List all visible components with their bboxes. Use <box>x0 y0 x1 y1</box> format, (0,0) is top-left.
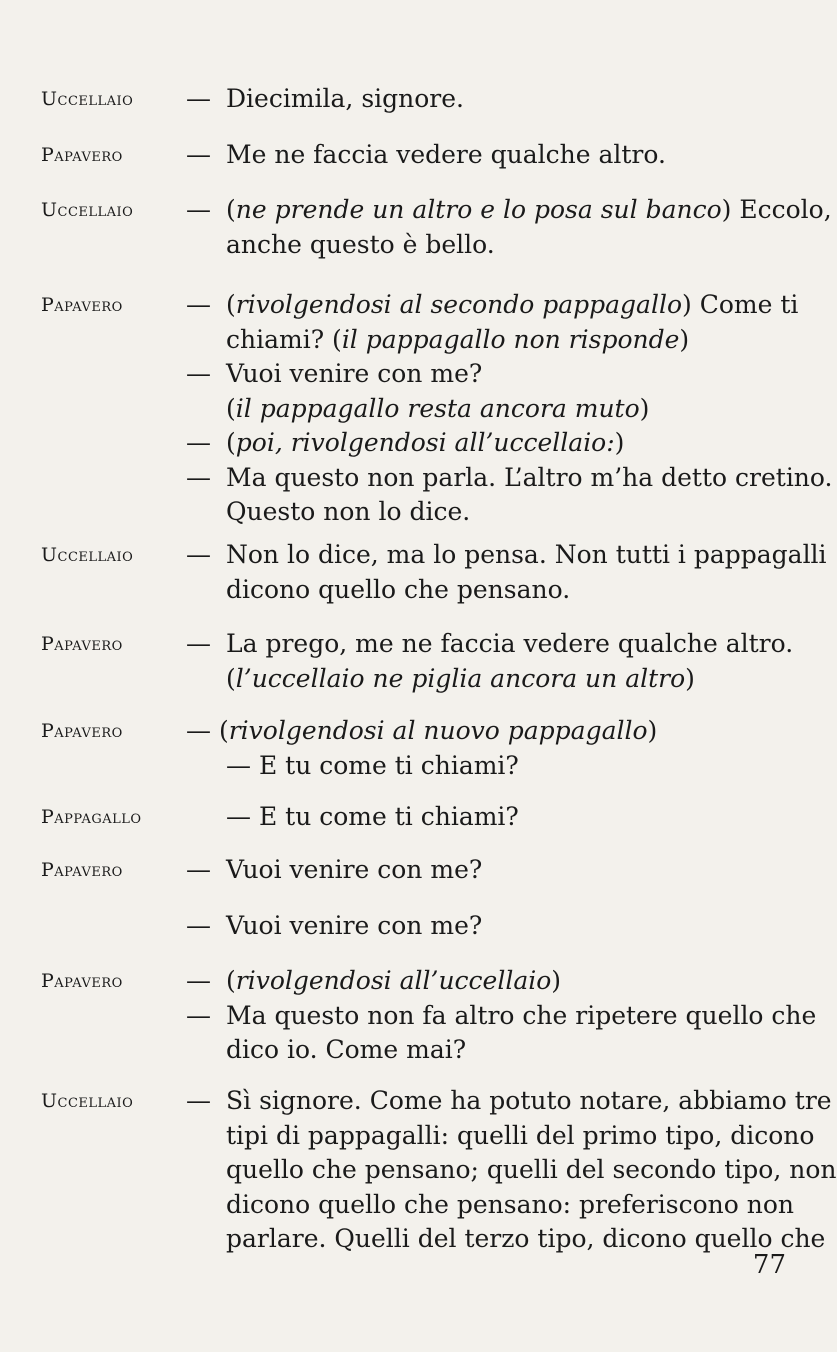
dialogue-line <box>226 1033 466 1067</box>
speaker-name: Uccellaio <box>41 544 134 566</box>
line-text: quello che pensano; quelli del secondo tipo, non <box>226 1155 837 1184</box>
dialogue-dash: — <box>186 540 211 569</box>
dialogue-line <box>226 800 519 834</box>
dialogue-line <box>226 1188 795 1222</box>
dialogue-dash: — <box>186 463 211 492</box>
speaker-name: Papavero <box>41 720 123 742</box>
speaker-name: Papavero <box>41 970 123 992</box>
dialogue-dash: — <box>186 428 211 457</box>
dialogue-line <box>226 662 695 696</box>
line-text: Vuoi venire con me? <box>226 359 483 388</box>
line-text: ) Eccolo, <box>721 195 832 224</box>
dialogue-line <box>226 495 470 529</box>
line-text: Sì signore. Come ha potuto notare, abbiamo tre <box>226 1086 832 1115</box>
dialogue-line <box>226 193 832 227</box>
line-text: chiami? ( <box>226 325 342 354</box>
dialogue-dash: — <box>186 140 211 169</box>
speaker-name: Papavero <box>41 633 123 655</box>
line-text: anche questo è bello. <box>226 230 495 259</box>
line-text: ) <box>679 325 690 354</box>
stage-direction: rivolgendosi all’uccellaio <box>235 966 552 995</box>
line-text: La prego, me ne faccia vedere qualche altro. <box>226 629 794 658</box>
dialogue-dash: — <box>186 84 211 113</box>
line-text: dicono quello che pensano. <box>226 575 571 604</box>
stage-direction: il pappagallo non risponde <box>341 325 680 354</box>
dialogue-line <box>226 853 482 887</box>
dialogue-dash: — <box>186 1086 211 1115</box>
speaker-name: Papavero <box>41 144 123 166</box>
dialogue-dash: — <box>186 855 211 884</box>
line-text: Questo non lo dice. <box>226 497 471 526</box>
line-text: parlare. Quelli del terzo tipo, dicono quello che <box>226 1224 826 1253</box>
line-text: dicono quello che pensano: preferiscono non <box>226 1190 795 1219</box>
dialogue-line <box>226 426 624 460</box>
line-text: tipi di pappagalli: quelli del primo tipo, dicono <box>226 1121 815 1150</box>
dialogue-line <box>226 538 827 572</box>
stage-direction: rivolgendosi al secondo pappagallo <box>235 290 683 319</box>
stage-direction: poi, rivolgendosi all’uccellaio: <box>235 428 615 457</box>
speaker-name: Uccellaio <box>41 1090 134 1112</box>
stage-direction: rivolgendosi al nuovo pappagallo <box>228 716 648 745</box>
line-text: ( <box>226 394 236 423</box>
dialogue-line <box>226 138 666 172</box>
dialogue-dash: — <box>186 911 211 940</box>
speaker-name: Papavero <box>41 294 123 316</box>
line-text: ) <box>639 394 650 423</box>
dialogue-line <box>226 1084 832 1118</box>
dialogue-dash: — <box>186 629 211 658</box>
dialogue-line <box>226 228 495 262</box>
dialogue-line <box>186 714 657 748</box>
dialogue-dash: — <box>186 1001 211 1030</box>
dialogue-dash: — <box>186 195 211 224</box>
line-text: ) <box>647 716 658 745</box>
dialogue-line <box>226 909 482 943</box>
dialogue-line <box>226 627 793 661</box>
page-number: 77 <box>752 1250 786 1280</box>
line-text: Non lo dice, ma lo pensa. Non tutti i pappagalli <box>226 540 827 569</box>
line-text: ( <box>226 428 236 457</box>
line-text: ( <box>226 664 236 693</box>
line-text: Ma questo non parla. L’altro m’ha detto cretino. <box>226 463 833 492</box>
stage-direction: l’uccellaio ne piglia ancora un altro <box>235 664 686 693</box>
line-text: ( <box>226 290 236 319</box>
line-text: — E tu come ti chiami? <box>226 802 519 831</box>
dialogue-line <box>226 82 464 116</box>
dialogue-line <box>226 357 482 391</box>
dialogue-line <box>226 964 561 998</box>
dialogue-line <box>226 288 799 322</box>
line-text: ( <box>226 966 236 995</box>
line-text: — ( <box>186 716 229 745</box>
line-text: dico io. Come mai? <box>226 1035 467 1064</box>
line-text: Vuoi venire con me? <box>226 911 483 940</box>
dialogue-dash: — <box>186 966 211 995</box>
line-text: ) Come ti <box>682 290 799 319</box>
stage-direction: ne prende un altro e lo posa sul banco <box>235 195 722 224</box>
line-text: Ma questo non fa altro che ripetere quello che <box>226 1001 817 1030</box>
dialogue-line <box>226 1119 815 1153</box>
line-text: ) <box>685 664 695 693</box>
dialogue-line <box>226 392 649 426</box>
dialogue-line <box>226 461 832 495</box>
line-text: — E tu come ti chiami? <box>226 751 519 780</box>
line-text: Diecimila, signore. <box>226 84 465 113</box>
speaker-name: Uccellaio <box>41 199 134 221</box>
speaker-name: Uccellaio <box>41 88 134 110</box>
speaker-name: Papavero <box>41 859 123 881</box>
dialogue-line <box>226 749 519 783</box>
dialogue-line <box>226 573 570 607</box>
dialogue-line <box>226 1153 837 1187</box>
speaker-name: Pappagallo <box>41 806 142 828</box>
dialogue-line <box>226 323 689 357</box>
dialogue-line <box>226 999 817 1033</box>
line-text: ) <box>614 428 625 457</box>
line-text: Me ne faccia vedere qualche altro. <box>226 140 666 169</box>
line-text: Vuoi venire con me? <box>226 855 483 884</box>
line-text: ) <box>551 966 562 995</box>
dialogue-line <box>226 1222 826 1256</box>
dialogue-dash: — <box>186 290 211 319</box>
line-text: ( <box>226 195 236 224</box>
stage-direction: il pappagallo resta ancora muto <box>235 394 640 423</box>
dialogue-dash: — <box>186 359 211 388</box>
